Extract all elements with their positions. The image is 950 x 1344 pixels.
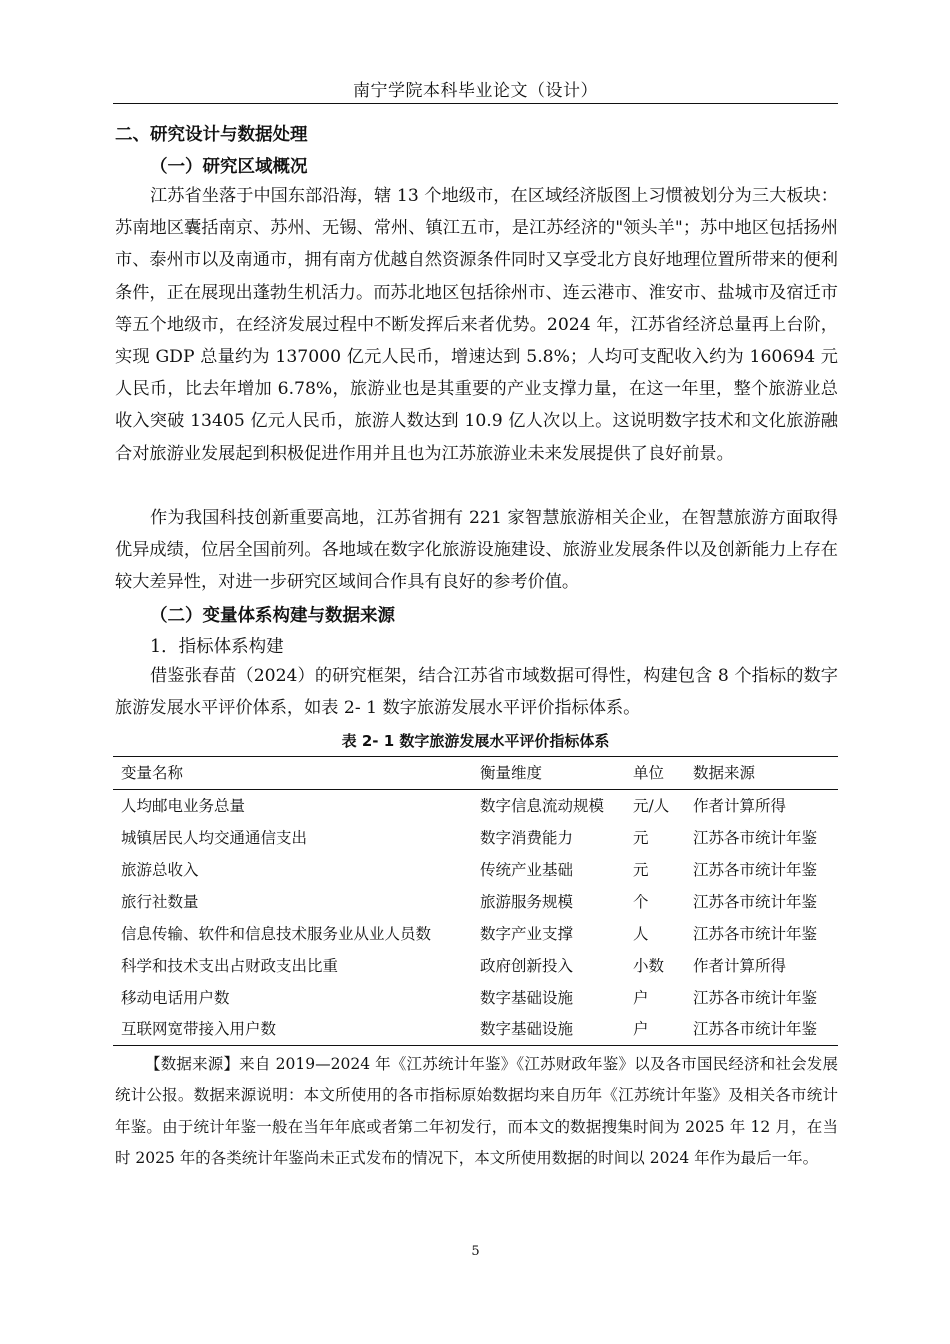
table-header-cell: 变量名称 — [121, 764, 184, 782]
section-heading: 二、研究设计与数据处理 — [115, 125, 308, 145]
table-caption: 表 2- 1 数字旅游发展水平评价指标体系 — [341, 732, 610, 750]
table-cell: 数字基础设施 — [480, 989, 574, 1007]
table-cell: 互联网宽带接入用户数 — [121, 1020, 277, 1038]
table-row — [113, 854, 838, 886]
table-cell: 江苏各市统计年鉴 — [693, 893, 818, 911]
table-row — [113, 822, 838, 854]
page-header: 南宁学院本科毕业论文（设计） — [353, 81, 598, 101]
table-row — [113, 950, 838, 982]
table-cell: 江苏各市统计年鉴 — [693, 925, 818, 943]
table-row — [113, 790, 838, 822]
table-cell: 元 — [633, 829, 649, 847]
table-cell: 政府创新投入 — [480, 957, 574, 975]
table-cell: 江苏各市统计年鉴 — [693, 861, 818, 879]
subsection-heading-1: （一）研究区域概况 — [150, 157, 308, 177]
sub-subsection-heading: 1．指标体系构建 — [150, 637, 284, 657]
table-cell: 元/人 — [633, 797, 670, 815]
table-cell: 个 — [633, 893, 649, 911]
paragraph-indicator-system: 借鉴张春苗（2024）的研究框架，结合江苏省市域数据可得性，构建包含 8 个指标的数字旅游发展水平评价体系，如表 2- 1 数字旅游发展水平评价指标体系。 — [115, 666, 838, 719]
table-cell: 数字信息流动规模 — [480, 797, 605, 815]
page-number: 5 — [471, 1244, 480, 1259]
table-cell: 人均邮电业务总量 — [121, 797, 246, 815]
paragraph-smart-tourism: 作为我国科技创新重要高地，江苏省拥有 221 家智慧旅游相关企业，在智慧旅游方面取得优异成绩，位居全国前列。各地域在数字化旅游设施建设、旅游业发展条件以及创新能力上存在较大差异性，对进一步研究区域间合作具有良好的参考价值。 — [115, 508, 838, 593]
table-row — [113, 1013, 838, 1045]
table-cell: 户 — [633, 1020, 649, 1038]
table-cell: 移动电话用户数 — [121, 989, 230, 1007]
table-cell: 数字基础设施 — [480, 1020, 574, 1038]
table-cell: 江苏各市统计年鉴 — [693, 989, 818, 1007]
table-cell: 科学和技术支出占财政支出比重 — [121, 957, 339, 975]
table-cell: 江苏各市统计年鉴 — [693, 829, 818, 847]
table-cell: 作者计算所得 — [693, 797, 787, 815]
header-rule — [113, 103, 838, 104]
table-header-row — [113, 757, 838, 789]
table-cell: 小数 — [633, 957, 665, 975]
table-header-cell: 衡量维度 — [480, 764, 543, 782]
table-cell: 作者计算所得 — [693, 957, 787, 975]
table-cell: 传统产业基础 — [480, 861, 574, 879]
table-bottom-rule — [113, 1045, 838, 1046]
table-cell: 城镇居民人均交通通信支出 — [121, 829, 308, 847]
table-cell: 旅游服务规模 — [480, 893, 574, 911]
table-row — [113, 886, 838, 918]
table-row — [113, 982, 838, 1014]
table-cell: 元 — [633, 861, 649, 879]
table-header-cell: 单位 — [633, 764, 665, 782]
table-cell: 旅游总收入 — [121, 861, 199, 879]
table-cell: 户 — [633, 989, 649, 1007]
table-cell: 数字消费能力 — [480, 829, 574, 847]
subsection-heading-2: （二）变量体系构建与数据来源 — [150, 606, 395, 626]
table-cell: 人 — [633, 925, 649, 943]
table-source-note: 【数据来源】来自 2019—2024 年《江苏统计年鉴》《江苏财政年鉴》以及各市国民经济和社会发展统计公报。数据来源说明：本文所使用的各市指标原始数据均来自历年《江苏统计年鉴》及相关各市统计年鉴。由于统计年鉴一般在当年年底或者第二年初发行，而本文的数据搜集时间为 2025 年 12 月，在当时 2025 年的各类统计年鉴尚未正式发布的情况下，本文所使用数据的时间以 2024 年作为最后一年。 — [115, 1055, 838, 1167]
table-cell: 信息传输、软件和信息技术服务业从业人员数 — [121, 925, 432, 943]
table-header-cell: 数据来源 — [693, 764, 756, 782]
table-row — [113, 918, 838, 950]
table-cell: 江苏各市统计年鉴 — [693, 1020, 818, 1038]
table-cell: 旅行社数量 — [121, 893, 199, 911]
paragraph-region-overview: 江苏省坐落于中国东部沿海，辖 13 个地级市，在区域经济版图上习惯被划分为三大板块：苏南地区囊括南京、苏州、无锡、常州、镇江五市，是江苏经济的"领头羊"；苏中地区包括扬州市、泰州市以及南通市，拥有南方优越自然资源条件同时又享受北方良好地理位置所带来的便利条件，正在展现出蓬勃生机活力。而苏北地区包括徐州市、连云港市、淮安市、盐城市及宿迁市等五个地级市，在经济发展过程中不断发挥后来者优势。2024 年，江苏省经济总量再上台阶，实现 GDP 总量约为 137000 亿元人民币，增速达到 5.8%；人均可支配收入约为 160694 元人民币，比去年增加 6.78%，旅游业也是其重要的产业支撑力量，在这一年里，整个旅游业总收入突破 13405 亿元人民币，旅游人数达到 10.9 亿人次以上。这说明数字技术和文化旅游融合对旅游业发展起到积极促进作用并且也为江苏旅游业未来发展提供了良好前景。 — [115, 186, 838, 464]
table-cell: 数字产业支撑 — [480, 925, 574, 943]
